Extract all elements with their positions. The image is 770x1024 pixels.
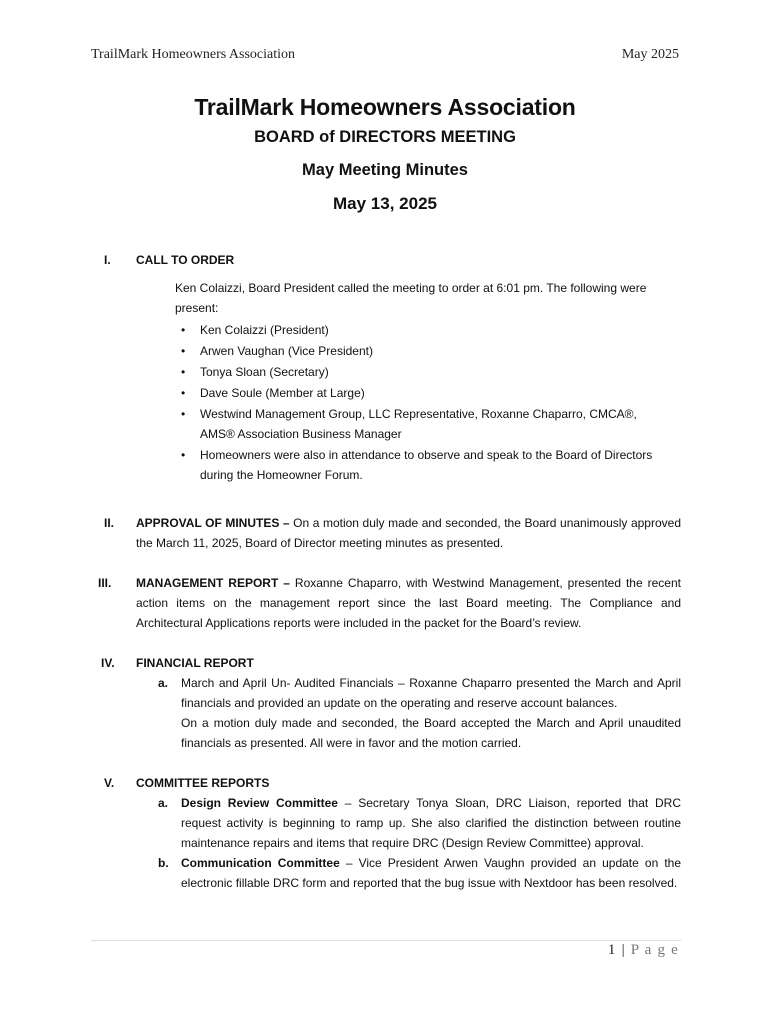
attendee-text: Arwen Vaughan (Vice President) bbox=[200, 344, 373, 358]
attendee-text: Tonya Sloan (Secretary) bbox=[200, 365, 329, 379]
section-text: On a motion duly made and seconded, the Board unanimously approved the March 11, 2025, Board of Director meeting minutes as presented. bbox=[136, 516, 682, 550]
list-item: • Arwen Vaughan (Vice President) bbox=[181, 344, 373, 358]
list-item: • Ken Colaizzi (President) bbox=[181, 323, 329, 337]
attendee-text: Dave Soule (Member at Large) bbox=[200, 386, 365, 400]
list-item: • Dave Soule (Member at Large) bbox=[181, 386, 365, 400]
page-footer bbox=[608, 942, 679, 959]
item-label: b. bbox=[158, 856, 169, 870]
section-heading: APPROVAL OF MINUTES – bbox=[136, 516, 290, 530]
document-title: TrailMark Homeowners Association bbox=[194, 94, 576, 120]
item-label: a. bbox=[158, 796, 169, 810]
list-item: • Homeowners were also in attendance to observe and speak to the Board of Directors during the Homeowner Forum. bbox=[181, 448, 653, 482]
committee-text: – Secretary Tonya Sloan, DRC Liaison, reported that DRC request activity is beginning to ramp up. She also clarified the distinction between routine maintenance repairs and items that require DRC (Design Review Committee) approval. bbox=[181, 796, 681, 850]
attendee-text: Homeowners were also in attendance to observe and speak to the Board of Directors during the Homeowner Forum. bbox=[200, 448, 653, 482]
call-body bbox=[175, 278, 665, 485]
list-item: • Tonya Sloan (Secretary) bbox=[181, 365, 329, 379]
section-heading: MANAGEMENT REPORT – bbox=[136, 576, 290, 590]
footer-divider bbox=[91, 940, 681, 941]
section-number: V. bbox=[104, 776, 115, 790]
running-header-date: May 2025 bbox=[621, 47, 679, 62]
meeting-date-heading: May 13, 2025 bbox=[333, 194, 437, 213]
section-text: Roxanne Chaparro, with Westwind Management, presented the recent action items on the management report since the last Board meeting. The Compliance and Architectural Applications reports were included in the packet for the Board’s review. bbox=[136, 576, 681, 630]
page-separator: | bbox=[621, 942, 626, 958]
page-word: P a g e bbox=[630, 942, 679, 958]
committee-item bbox=[136, 853, 681, 893]
committee-title: Communication Committee bbox=[181, 856, 340, 870]
section-heading: FINANCIAL REPORT bbox=[136, 656, 254, 670]
section-heading: COMMITTEE REPORTS bbox=[136, 776, 270, 790]
committee-item bbox=[136, 793, 681, 853]
section-number: II. bbox=[104, 516, 115, 530]
committee-text: – Vice President Arwen Vaughn provided an update on the electronic fillable DRC form and reported that the bug issue with Nextdoor has been resolved. bbox=[181, 856, 682, 890]
item-label: a. bbox=[158, 676, 169, 690]
section-number: I. bbox=[104, 253, 111, 267]
section-number: III. bbox=[98, 576, 112, 590]
page-number: 1 bbox=[607, 942, 617, 958]
attendee-text: Ken Colaizzi (President) bbox=[200, 323, 329, 337]
section-number: IV. bbox=[101, 656, 115, 670]
committee-title: Design Review Committee bbox=[181, 796, 338, 810]
minutes-heading: May Meeting Minutes bbox=[302, 161, 468, 179]
section-heading: CALL TO ORDER bbox=[136, 253, 235, 267]
attendee-text: Westwind Management Group, LLC Representative, Roxanne Chaparro, CMCA®, AMS® Association Business Manager bbox=[200, 407, 637, 441]
item-motion-text: On a motion duly made and seconded, the Board accepted the March and April unaudited financials as presented. All were in favor and the motion carried. bbox=[181, 716, 681, 750]
meeting-type-heading: BOARD of DIRECTORS MEETING bbox=[254, 128, 516, 146]
attendee-list bbox=[155, 320, 665, 485]
running-header-title: TrailMark Homeowners Association bbox=[91, 47, 296, 62]
list-item: • Westwind Management Group, LLC Representative, Roxanne Chaparro, CMCA®, AMS® Association Business Manager bbox=[181, 407, 637, 441]
financial-item bbox=[136, 673, 681, 753]
call-intro: Ken Colaizzi, Board President called the meeting to order at 6:01 pm. The following were present: bbox=[175, 281, 647, 315]
item-text: March and April Un- Audited Financials – Roxanne Chaparro presented the March and April financials and provided an update on the operating and reserve account balances. bbox=[181, 676, 681, 710]
